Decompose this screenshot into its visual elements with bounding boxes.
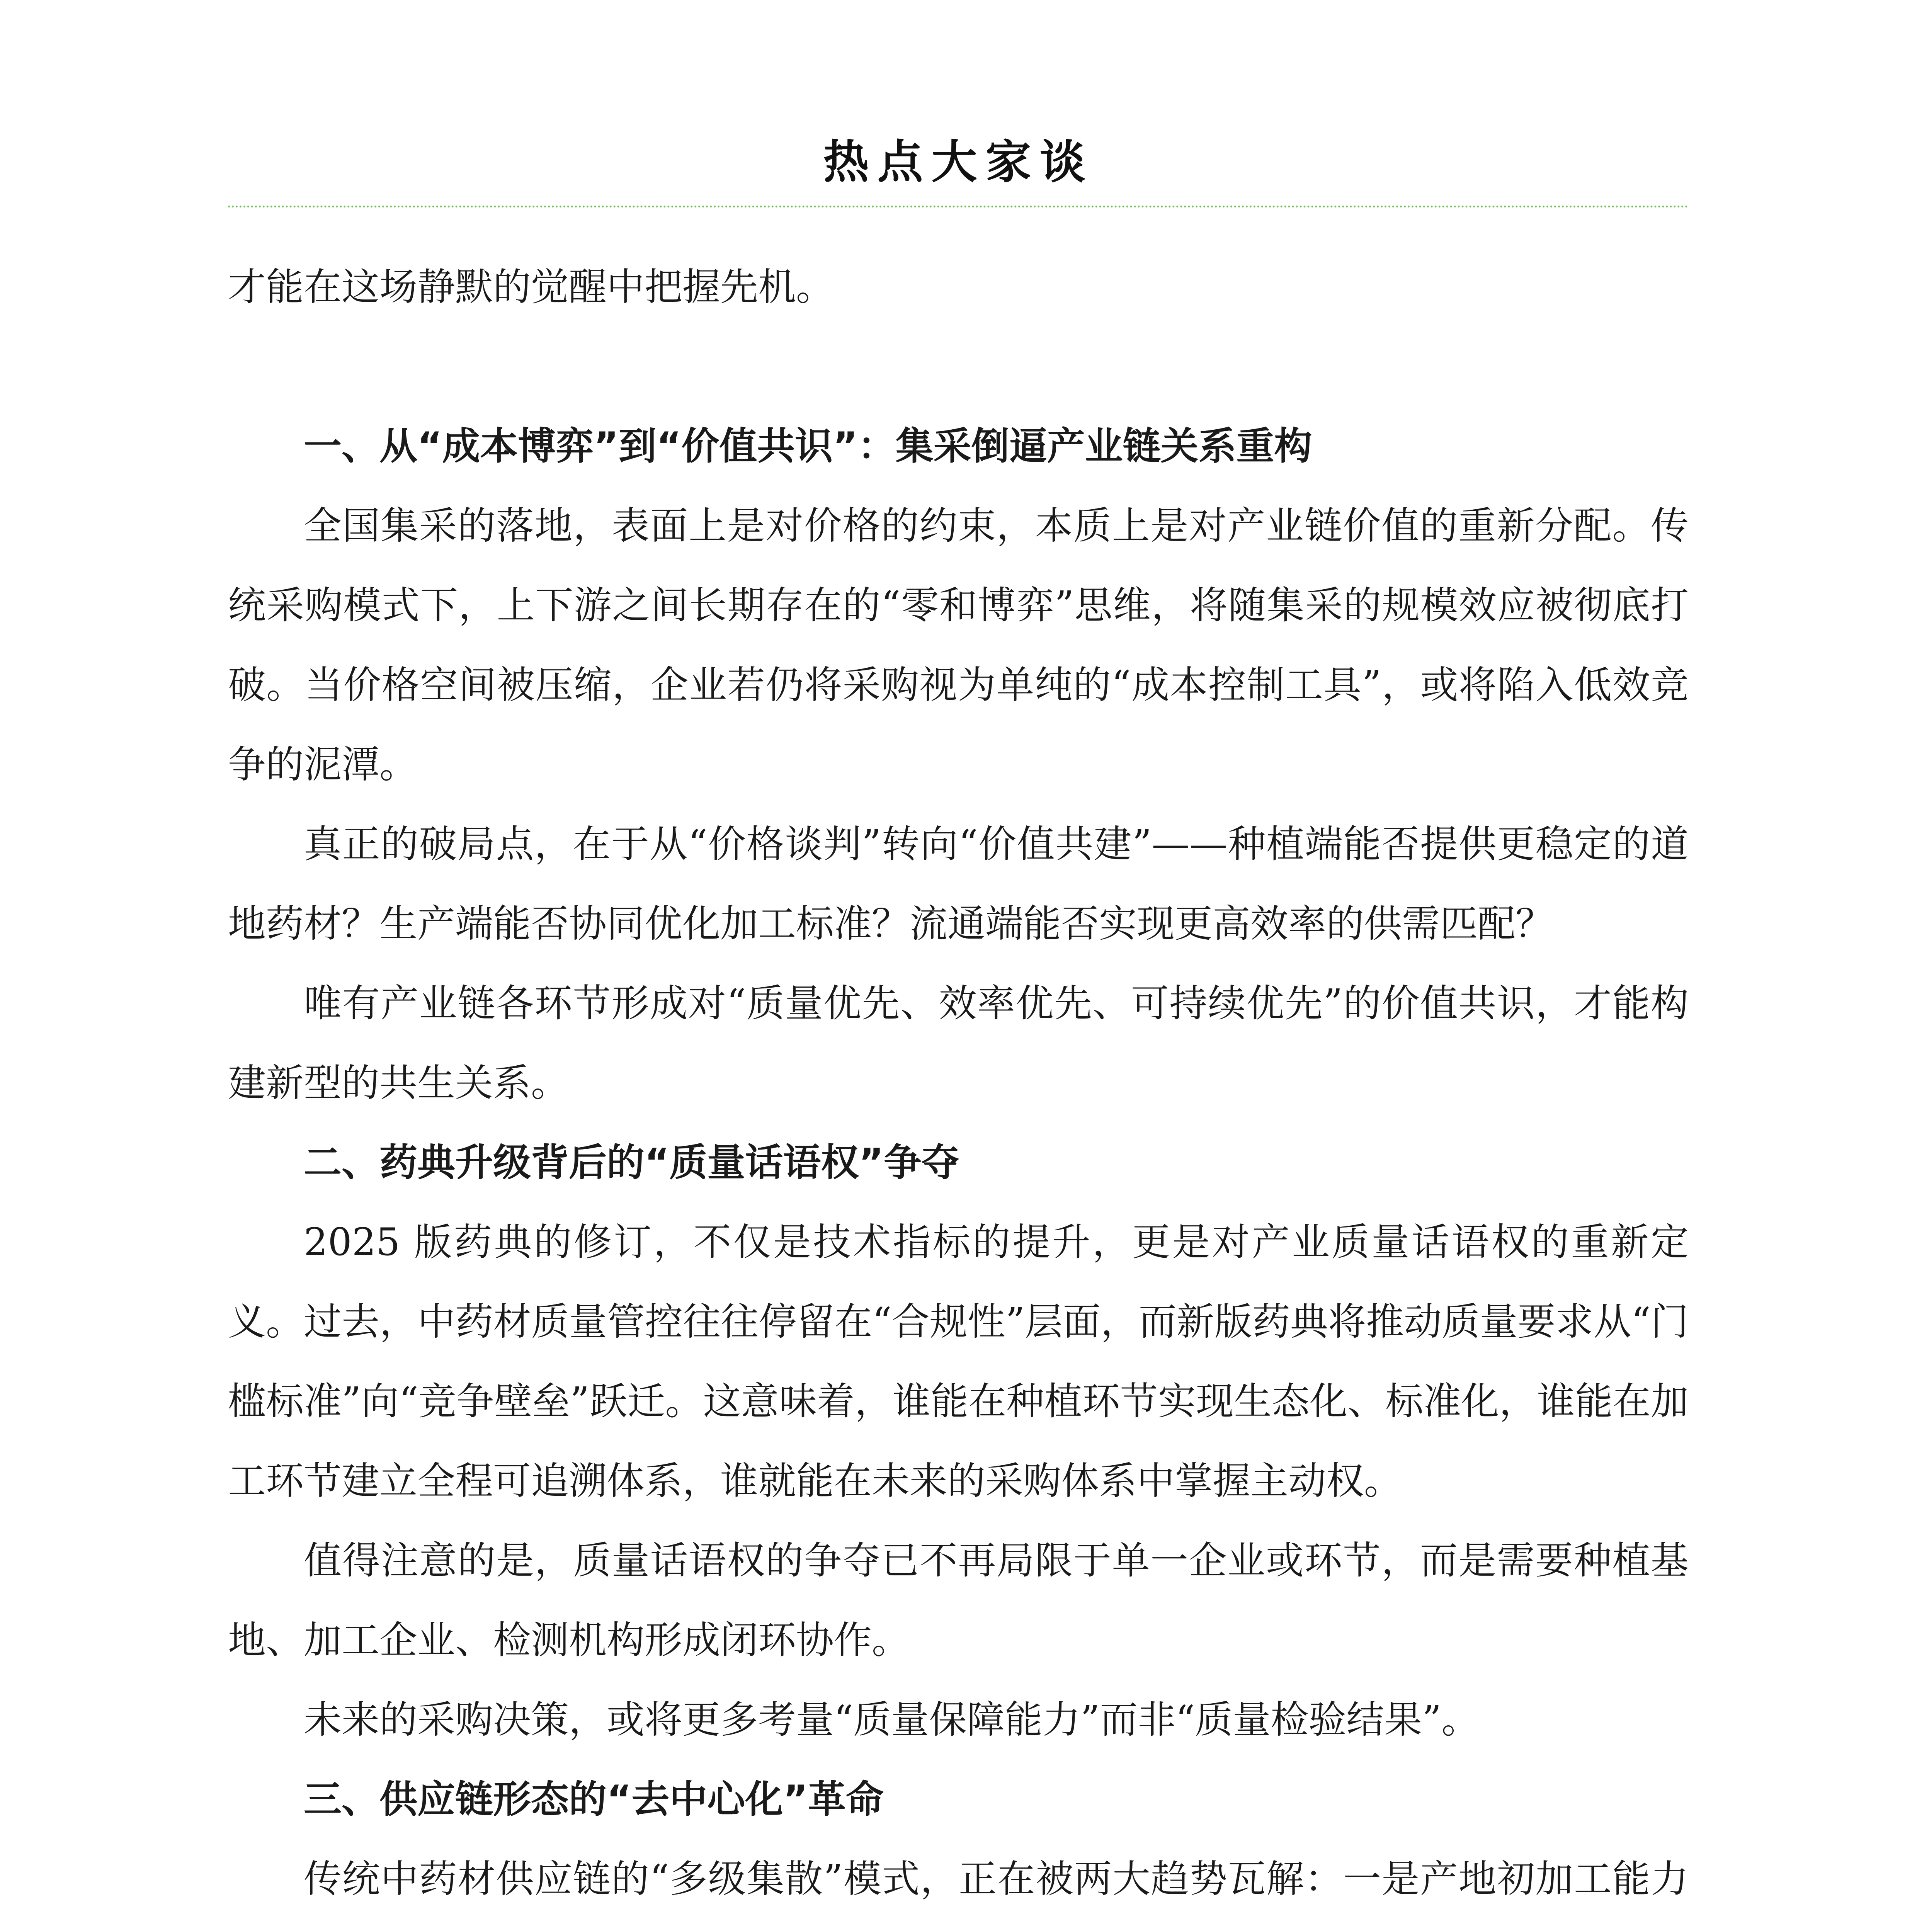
section-heading-1: 一、从“成本博弈”到“价值共识”：集采倒逼产业链关系重构 [304,424,1312,468]
section-heading-2: 二、药典升级背后的“质量话语权”争夺 [304,1141,959,1185]
paragraph-spacer [228,327,1689,406]
section-1-paragraph: 全国集采的落地，表面上是对价格的约束，本质上是对产业链价值的重新分配。传统采购模式下，上下游之间长期存在的“零和博弈”思维，将随集采的规模效应被彻底打破。当价格空间被压缩，企业若仍将采购视为单纯的“成本控制工具”，或将陷入低效竞争的泥潭。 [228,504,1689,787]
section-1-paragraph: 唯有产业链各环节形成对“质量优先、效率优先、可持续优先”的价值共识，才能构建新型的共生关系。 [228,981,1689,1105]
header-divider [228,206,1689,207]
article-body [228,247,1689,1932]
intro-paragraph: 才能在这场静默的觉醒中把握先机。 [228,265,834,309]
section-2-paragraph: 值得注意的是，质量话语权的争夺已不再局限于单一企业或环节，而是需要种植基地、加工企业、检测机构形成闭环协作。 [228,1539,1689,1662]
section-1-paragraph: 真正的破局点，在于从“价格谈判”转向“价值共建”——种植端能否提供更稳定的道地药材？生产端能否协同优化加工标准？流通端能否实现更高效率的供需匹配？ [228,822,1689,946]
section-3-paragraph: 传统中药材供应链的“多级集散”模式，正在被两大趋势瓦解：一是产地初加工能力 [304,1857,1689,1901]
page-header-title: 热点大家谈 [823,135,1094,189]
section-heading-3: 三、供应链形态的“去中心化”革命 [304,1777,884,1821]
section-2-paragraph: 未来的采购决策，或将更多考量“质量保障能力”而非“质量检验结果”。 [304,1698,1480,1742]
section-2-paragraph: 2025 版药典的修订，不仅是技术指标的提升，更是对产业质量话语权的重新定义。过去，中药材质量管控往往停留在“合规性”层面，而新版药典将推动质量要求从“门槛标准”向“竞争壁垒”跃迁。这意味着，谁能在种植环节实现生态化、标准化，谁能在加工环节建立全程可追溯体系，谁就能在未来的采购体系中掌握主动权。 [228,1220,1689,1503]
